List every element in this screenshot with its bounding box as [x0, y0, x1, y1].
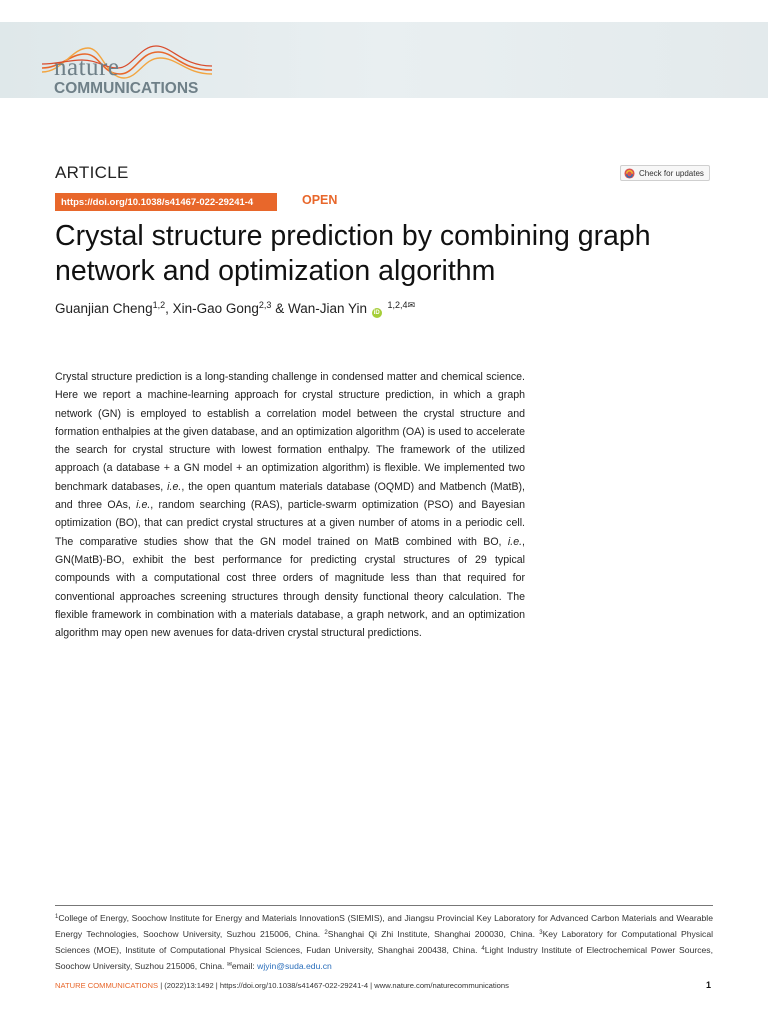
- author-name[interactable]: Xin-Gao Gong: [172, 301, 259, 316]
- affiliation-number: 1: [55, 914, 59, 920]
- email-label: email:: [231, 961, 258, 971]
- abstract-text: , random searching (RAS), particle-swarm optimization (PSO) and Bayesian optimization (BO), that can predict crystal structures at a given number of atoms in a periodic cell. The comparative studies show that the GN model trained on MatB combined with BO,: [55, 499, 525, 548]
- affiliations-divider: [55, 905, 713, 906]
- logo-communications-text: COMMUNICATIONS: [54, 80, 199, 97]
- article-title: Crystal structure prediction by combining graph network and optimization algorithm: [55, 220, 651, 287]
- abstract-text: Crystal structure prediction is a long-standing challenge in condensed matter and chemical science. Here we report a machine-learning approach for crystal structure prediction, in which a graph network (GN) is employed to establish a correlation model between the crystal structure and formation enthalpies at the given database, and an optimization algorithm (OA) is used to accelerate the search for crystal structure with lowest formation enthalpy. The framework of the utilized approach (a database + a GN model + an optimization algorithm) is flexible. We implemented two benchmark databases,: [55, 371, 525, 493]
- doi-link[interactable]: https://doi.org/10.1038/s41467-022-29241-4: [55, 193, 277, 211]
- author-affiliation-sup: 2,3: [258, 300, 272, 310]
- affiliation-number: 4: [481, 946, 485, 952]
- affiliation-text: Key Laboratory for Computational Physical Sciences (MOE), Institute of Computational Physical Sciences, Fudan University, Shanghai 200438, China.: [55, 929, 714, 955]
- author-affiliation-sup: 1,2: [152, 300, 166, 310]
- abstract-text: , GN(MatB)-BO, exhibit the best performance for predicting crystal structures of 29 typical compounds with a computational cost three orders of magnitude less than that required for conventional approaches screening structures through density functional theory calculation. The flexible framework in combination with a materials database, a graph network, and an optimization algorithm may open new avenues for data-driven crystal structural predictions.: [55, 535, 525, 640]
- check-for-updates-button[interactable]: [620, 165, 710, 181]
- author-list: [55, 300, 415, 318]
- email-envelope-icon: ✉: [226, 962, 232, 968]
- affiliation-text: Shanghai Qi Zhi Institute, Shanghai 200030, China.: [327, 929, 540, 939]
- author-separator: &: [271, 301, 288, 316]
- author-separator: ,: [165, 301, 173, 316]
- abstract: [55, 368, 525, 642]
- author-name[interactable]: Wan-Jian Yin: [287, 301, 367, 316]
- author-affiliation-sup: 1,2,4: [387, 300, 408, 310]
- article-type-label: ARTICLE: [55, 163, 129, 182]
- page-footer: [55, 981, 713, 990]
- open-access-label: OPEN: [302, 193, 338, 207]
- footer-citation: | (2022)13:1492 | https://doi.org/10.1038/s41467-022-29241-4 | www.nature.com/naturecommunications: [158, 981, 509, 990]
- affiliations: [55, 910, 713, 974]
- orcid-icon[interactable]: iD: [373, 310, 380, 316]
- journal-masthead: [0, 22, 768, 98]
- affiliation-number: 3: [539, 930, 543, 936]
- footer-journal-name[interactable]: NATURE COMMUNICATIONS: [55, 981, 159, 990]
- abstract-text: , the open quantum materials database (OQMD) and Matbench (MatB), and three OAs,: [55, 480, 525, 512]
- correspondence-envelope-icon[interactable]: ✉: [407, 300, 416, 310]
- check-for-updates-icon: [624, 168, 635, 179]
- page-number: 1: [705, 980, 711, 990]
- logo-nature-text: nature: [54, 54, 120, 81]
- abstract-italic: i.e.: [507, 535, 523, 548]
- abstract-italic: i.e.: [167, 480, 182, 493]
- check-for-updates-label: Check for updates: [639, 168, 704, 178]
- author-name[interactable]: Guanjian Cheng: [55, 301, 153, 316]
- abstract-italic: i.e.: [136, 499, 151, 512]
- affiliation-text: College of Energy, Soochow Institute for Energy and Materials InnovationS (SIEMIS), and Jiangsu Provincial Key Laboratory for Advanced Carbon Materials and Wearable Energy Technologies, Soochow University, Suzhou 215006, China.: [55, 913, 713, 939]
- affiliation-text: Light Industry Institute of Electrochemical Power Sources, Soochow University, Suzhou 215006, China.: [55, 945, 713, 971]
- email-link[interactable]: wjyin@suda.edu.cn: [257, 961, 332, 971]
- affiliation-number: 2: [324, 930, 328, 936]
